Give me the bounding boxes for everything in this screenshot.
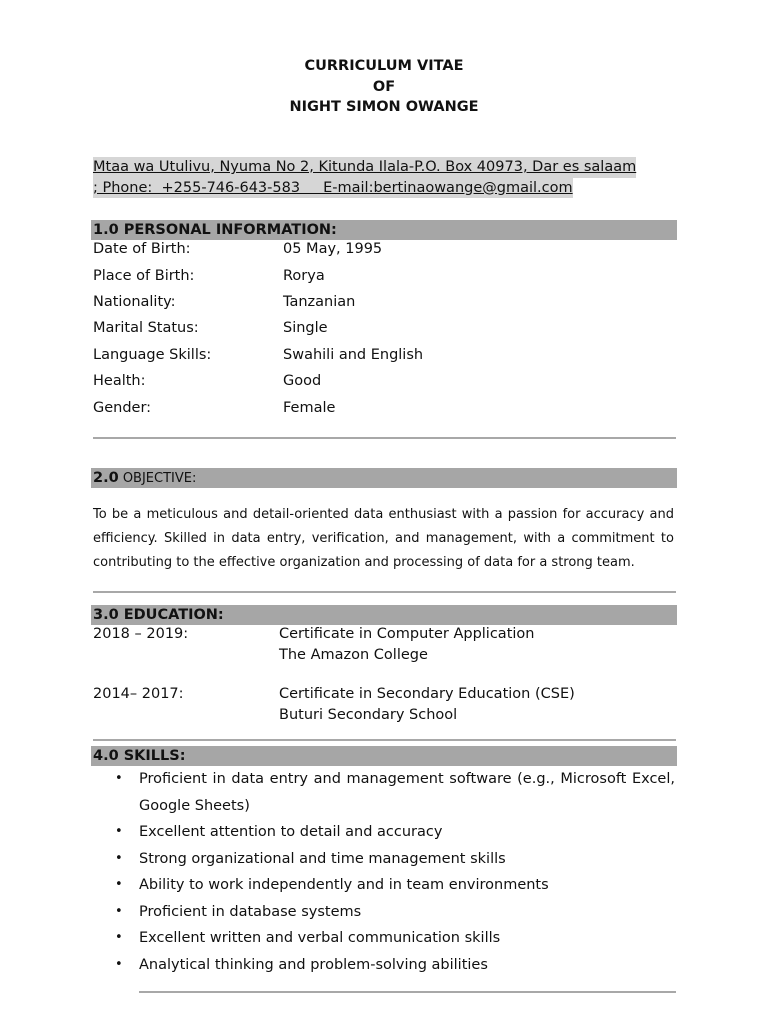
info-row [93,318,673,338]
education-institution: Buturi Secondary School [279,706,458,723]
objective-text: To be a meticulous and detail-oriented data enthusiast with a passion for accuracy and efficiency. Skilled in data entry, verification, and management, with a commitment to contributing to the effective organization and processing of data for a strong team. [93,507,674,570]
info-label: Nationality: [93,294,176,310]
skill-text: Excellent written and verbal communication skills [139,930,501,946]
skill-item [93,846,675,873]
skill-item [93,952,675,979]
skill-text: Ability to work independently and in team environments [139,877,549,893]
education-years: 2014– 2017: [93,686,184,702]
info-label: Gender: [93,399,152,416]
skills-list [93,766,675,978]
phone-email-line: ; Phone: +255-746-643-583 E-mail:bertinaowange@gmail.com [93,178,573,199]
skill-text: Excellent attention to detail and accuracy [139,824,443,840]
bullet-icon: • [115,903,123,919]
education-detail [279,684,575,725]
skill-item [93,766,675,819]
info-row [93,292,673,312]
skill-item [93,872,675,899]
skill-text: Analytical thinking and problem-solving abilities [139,956,488,973]
title-of: OF [372,78,396,95]
bullet-icon: • [115,956,123,972]
document-title [0,56,768,118]
bullet-icon: • [115,877,123,892]
info-label: Health: [93,373,146,389]
info-label: Marital Status: [93,320,199,336]
info-label: Date of Birth: [93,241,191,257]
info-value: Single [283,320,328,336]
education-qualification: Certificate in Secondary Education (CSE) [279,686,575,702]
education-institution: The Amazon College [279,646,428,663]
address-line: Mtaa wa Utulivu, Nyuma No 2, Kitunda Ilala-P.O. Box 40973, Dar es salaam [93,157,636,178]
info-value: Rorya [283,267,325,284]
info-row [93,266,673,286]
skill-item [93,819,675,846]
section-heading-education: 3.0 EDUCATION: [91,605,677,625]
bullet-icon: • [115,771,123,786]
info-value: Tanzanian [283,294,356,310]
info-row [93,398,673,418]
skill-item [93,925,675,952]
candidate-name: NIGHT SIMON OWANGE [289,99,479,115]
info-value: Swahili and English [283,346,424,363]
bullet-icon: • [115,930,123,945]
section-divider [93,437,676,439]
info-value: 05 May, 1995 [283,241,383,257]
section-divider [93,591,676,593]
bullet-icon: • [115,850,123,866]
bullet-icon: • [115,824,123,839]
contact-block [93,157,636,198]
title-line: CURRICULUM VITAE [304,58,464,74]
info-value: Good [283,373,322,389]
education-qualification: Certificate in Computer Application [279,626,535,642]
skill-text: Proficient in data entry and management software (e.g., Microsoft Excel, Google Sheets) [139,771,675,814]
section-number: 2.0 [93,470,119,486]
info-row [93,345,673,365]
section-heading-skills: 4.0 SKILLS: [91,746,677,766]
info-row [93,371,673,391]
skill-text: Strong organizational and time management skills [139,850,506,867]
skill-text: Proficient in database systems [139,903,362,920]
education-detail [279,624,534,665]
info-row [93,239,673,259]
education-years: 2018 – 2019: [93,626,189,642]
skill-item [93,899,675,926]
info-label: Language Skills: [93,346,212,363]
section-heading-objective [91,468,677,488]
section-label: OBJECTIVE: [118,471,197,486]
section-divider [139,991,676,993]
section-divider [93,739,676,741]
info-value: Female [283,399,336,416]
info-label: Place of Birth: [93,267,195,284]
section-heading-personal: 1.0 PERSONAL INFORMATION: [91,220,677,240]
